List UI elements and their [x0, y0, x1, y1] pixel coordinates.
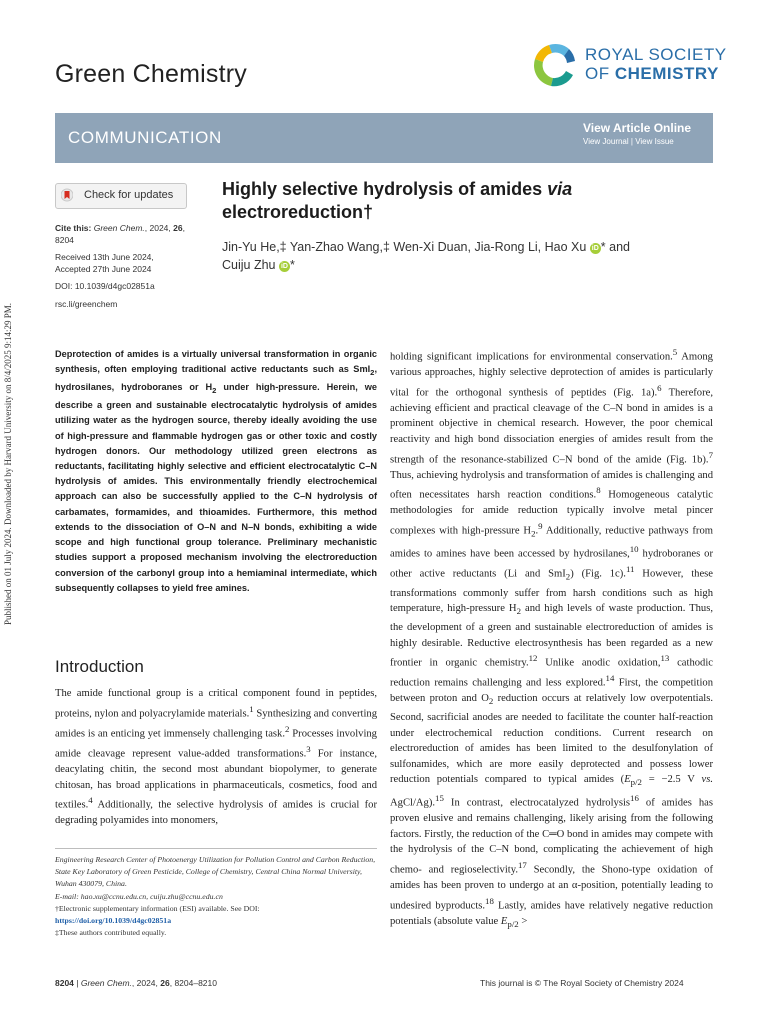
accepted-date: Accepted 27th June 2024 — [55, 264, 152, 274]
footnote-divider — [55, 848, 377, 849]
citation: Cite this: Green Chem., 2024, 26, 8204 — [55, 223, 185, 245]
download-note: Published on 01 July 2024. Downloaded by Harvard University on 8/4/2025 9:14:29 PM. — [3, 303, 13, 625]
publisher-name-line1: ROYAL SOCIETY — [585, 45, 727, 64]
received-date: Received 13th June 2024, — [55, 252, 154, 262]
esi-doi-link[interactable]: https://doi.org/10.1039/d4gc02851a — [55, 916, 172, 926]
footnotes: Engineering Research Center of Photoenergy Utilization for Pollution Control and Carbon Reduction, State Key Laboratory of Green Pesticide, College of Chemistry, Central China Normal University, Wuhan 430079, China. E-mail: hao.xu@ccnu.edu.cn, cuiju.zhu@ccnu.edu.cn †Electronic supplementary information (ESI) available. See DOI: https://doi.org/10.1039/d4gc02851a ‡These authors contributed equally. — [55, 855, 376, 938]
body-column-left: The amide functional group is a critical component found in peptides, proteins, nylon and polyacrylamide materials.$^1$ Synthesizing and converting amides is an enticing yet immensely challenging task.$^2$ Processes involving amide cleavage represent value-added transformations.$^3$ For instance, deacylating chitin, the second most abundant biopolymer, to generate chitosan, has broad applications in pharmaceuticals, cosmetics, food and textiles.$^4$ Additionally, the selective hydrolysis of amides is crucial for degrading polyamides into monomers, — [55, 688, 378, 827]
doi: DOI: 10.1039/d4gc02851a — [55, 281, 155, 291]
article-type-label: COMMUNICATION — [68, 128, 222, 147]
section-heading: Introduction — [55, 657, 144, 676]
journal-site-link[interactable]: rsc.li/greenchem — [55, 299, 118, 309]
orcid-icon[interactable]: iD — [591, 245, 599, 252]
view-journal-link[interactable]: View Journal — [583, 137, 629, 146]
equal-contribution-note: ‡These authors contributed equally. — [55, 928, 167, 938]
publisher-name-line2: OF CHEMISTRY — [585, 64, 719, 83]
abstract: Deprotection of amides is a virtually universal transformation in organic synthesis, often employing traditional active reductants such as SmI$_2$, hydrosilanes, hydroboranes or $H_2$ under high-pressure. Herein, we describe a green and sustainable electrocatalytic hydrolysis of amides utilizing water as the hydrogen source, thereby ideally avoiding the use of high-pressure and flammable hydrogen gas or other toxic and costly hydrogen donors. Our methodology utilized green electrons as reductants, facilitating highly selective and efficient electrocatalytic C–N hydrolysis of amides. This environmentally friendly electrochemical approach can also be successfully applied to the C–N hydrolysis of carbamates, formamides, and thioamides. Furthermore, this method extends to the dissociation of O–N and N–N bonds, exhibiting a wide scope and high functional group tolerance. Preliminary mechanistic studies support a proposed mechanism involving the electroreduction conversion of the carbonyl group into a hemiaminal intermediate, which subsequently collapses to yield free amines. — [55, 349, 377, 593]
page-footer-right: This journal is © The Royal Society of Chemistry 2024 — [480, 978, 684, 988]
check-for-updates-label: Check for updates — [84, 189, 174, 201]
view-article-online-link[interactable]: View Article Online — [583, 121, 692, 135]
bookmark-icon — [61, 188, 73, 202]
emails: E-mail: hao.xu@ccnu.edu.cn, cuiju.zhu@ccnu.edu.cn — [55, 891, 223, 901]
journal-title: Green Chemistry — [55, 60, 247, 88]
orcid-icon[interactable]: iD — [280, 263, 288, 270]
page-footer-left: 8204 | Green Chem., 2024, 26, 8204–8210 — [55, 978, 217, 988]
body-column-right: holding significant implications for environmental conservation.$^5$ Among various approaches, highly selective deprotection of amides is particularly vital for the orthogonal synthesis of peptides (Fig. 1a).$^6$ Therefore, achieving efficient and practical cleavage of the C–N bond in amides is a prominent objective in chemical research. However, the poor chemical reactivity and high bond dissociation energies of amides result from the strength of the resonance-stabilized C–N bond of the amide (Fig. 1b).$^7$ Thus, achieving hydrolysis and transformation of amides is challenging and often necessitates harsh reaction conditions.$^8$ Homogeneous catalytic methodologies for amide reduction typically involve metal pincer complexes with high-pressure $H_2.^9$ Additionally, reductive pathways from amides to amines have been accessed by hydrosilanes,$^{10}$ hydroboranes or other active reductants (Li and SmI$_2$) (Fig. 1c).$^{11}$ However, these transformations commonly suffer from harsh conditions such as high temperature, high-pressure $H_2$ and high levels of waste production. Thus, the development of a green and sustainable electroreduction of amides is highly desirable. Reductive electrosynthesis has been regarded as a new frontier in organic chemistry.$^{12}$ Unlike anodic oxidation,$^{13}$ cathodic reduction remains challenging and less explored.$^{14}$ First, the competition between proton and $O_2$ reduction occurs at relatively low overpotentials. Second, sacrificial anodes are needed to facilitate the counter half-reaction under electrochemical reduction conditions. Current research on electroreduction of amides has been limited to the desulfonylation of sulfonamides, which are more easily deprotected and possess lower reduction potentials compared to typical amides ($E_{p/2} = -2.5$ V vs. AgCl/Ag).$^{15}$ In contrast, electrocatalyzed hydrolysis$^{16}$ of amides has proven elusive and remains challenging, likely arising from the following factors. Firstly, the reduction of the C═O bond in amides may compete with the hydrolysis of the C–N bond, complicating the achievement of high chemo- and regioselectivity.$^{17}$ Secondly, the Shono-type oxidation of amides has been proven to undergo at an α-position, potentially leading to undesired byproducts.$^{18}$ Lastly, amides have relatively negative reduction potentials (absolute value $E_{p/2}$ > — [390, 347, 714, 930]
view-links: View Journal | View Issue — [583, 137, 674, 146]
author-list: Jin-Yu He,‡ Yan-Zhao Wang,‡ Wen-Xi Duan, Jia-Rong Li, Hao Xu iD * and Cuiju Zhu iD * — [222, 240, 630, 272]
affiliation: Engineering Research Center of Photoenergy Utilization for Pollution Control and Carbon Reduction, State Key Laboratory of Green Pesticide, College of Chemistry, Central China Normal University, Wuhan 430079, China. — [55, 855, 376, 889]
view-issue-link[interactable]: View Issue — [635, 137, 674, 146]
article-title: Highly selective hydrolysis of amides via electroreduction† — [222, 179, 573, 222]
